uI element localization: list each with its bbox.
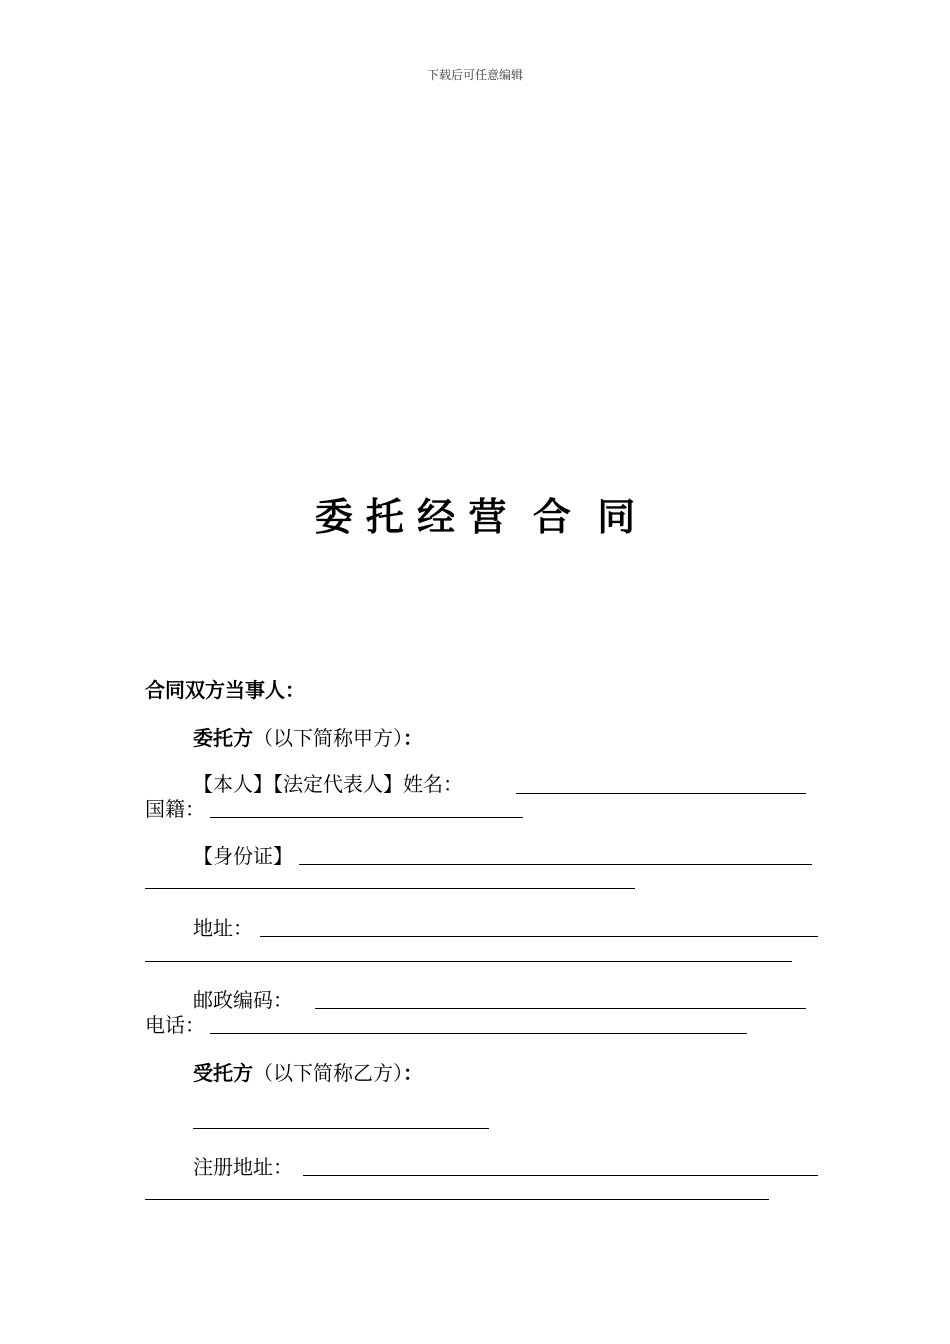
party-b-registered-address-field-cont[interactable]	[145, 1199, 769, 1200]
party-a-postcode-field[interactable]	[315, 1008, 806, 1009]
party-a-title: 委托方	[193, 726, 253, 750]
party-a-address-field[interactable]	[260, 936, 818, 937]
party-a-address-field-cont[interactable]	[145, 961, 792, 962]
party-b-registered-address-label: 注册地址：	[193, 1155, 293, 1179]
party-a-id-field[interactable]	[299, 864, 812, 865]
party-a-name-field[interactable]	[516, 793, 806, 794]
parties-heading: 合同双方当事人：	[145, 678, 305, 702]
party-a-nationality-label: 国籍：	[145, 797, 205, 821]
party-a-heading	[193, 726, 423, 750]
header-note: 下载后可任意编辑	[426, 68, 523, 82]
party-b-paren: （以下简称乙方）	[253, 1061, 403, 1085]
party-b-name-field[interactable]	[193, 1128, 489, 1129]
party-a-phone-field[interactable]	[210, 1033, 747, 1034]
party-a-colon: ：	[403, 726, 423, 750]
party-b-registered-address-field[interactable]	[303, 1175, 818, 1176]
party-a-name-label: 【本人】【法定代表人】姓名：	[193, 772, 463, 796]
party-b-title: 受托方	[193, 1061, 253, 1085]
party-b-colon: ：	[403, 1061, 423, 1085]
party-a-phone-label: 电话：	[145, 1013, 205, 1037]
party-a-postcode-label: 邮政编码：	[193, 988, 293, 1012]
party-a-address-label: 地址：	[193, 916, 253, 940]
document-title: 委 托 经 营 合 同	[314, 495, 636, 539]
party-a-paren: （以下简称甲方）	[253, 726, 403, 750]
party-a-id-field-cont[interactable]	[145, 888, 635, 889]
party-b-heading	[193, 1061, 423, 1085]
party-a-nationality-field[interactable]	[210, 817, 523, 818]
party-a-id-label: 【身份证】	[193, 844, 293, 868]
